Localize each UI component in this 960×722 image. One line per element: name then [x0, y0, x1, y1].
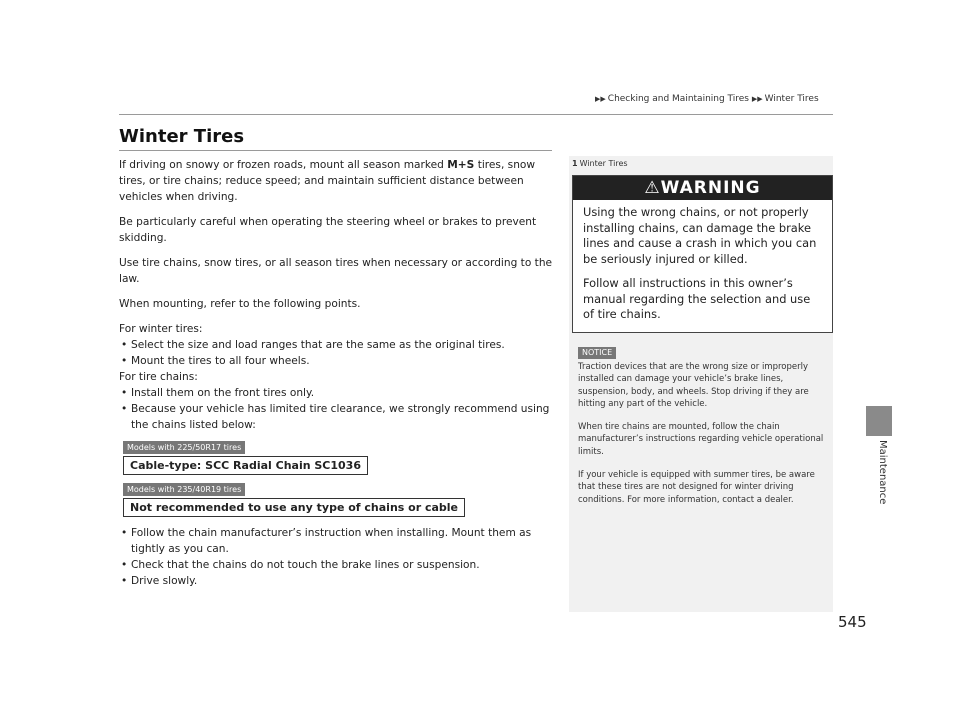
breadcrumb-arrow-icon: ▶▶: [595, 95, 606, 103]
bullet-icon: •: [121, 355, 128, 367]
model-tag-225-50r17: Models with 225/50R17 tires: [123, 441, 245, 454]
chain-spec-box: Not recommended to use any type of chains or cable: [123, 498, 465, 517]
bullet-icon: •: [121, 527, 128, 539]
header-divider: [119, 114, 833, 115]
page-title: Winter Tires: [119, 126, 245, 147]
page-number: 545: [838, 613, 867, 631]
list-item: • Install them on the front tires only.: [121, 387, 315, 399]
warning-text: Using the wrong chains, or not properly installing chains, can damage the brake lines and cause a crash in which you can be seriously injured or killed.: [583, 205, 817, 266]
list-item: • Mount the tires to all four wheels.: [121, 355, 310, 367]
ms-marking: M+S: [447, 159, 475, 171]
tire-chains-label: For tire chains:: [119, 371, 198, 383]
warning-text: Follow all instructions in this owner’s manual regarding the selection and use of tire chains.: [583, 276, 811, 321]
intro-paragraph: If driving on snowy or frozen roads, mount all season marked M+S tires, snow tires, or tire chains; reduce speed; and maintain sufficient distance between vehicles when driving.: [119, 159, 536, 203]
list-item: • Drive slowly.: [121, 575, 198, 587]
section-tab-marker: [866, 406, 892, 436]
reference-number: 1: [572, 159, 578, 168]
warning-box: [572, 175, 833, 333]
list-item: • Because your vehicle has limited tire clearance, we strongly recommend using the chains listed below:: [121, 403, 550, 431]
list-item: • Select the size and load ranges that are the same as the original tires.: [121, 339, 505, 351]
note-paragraph: Traction devices that are the wrong size or improperly installed can damage your vehicle’s brake lines, suspension, body, and wheels. Stop driving if they are hitting any part of the vehicle.: [578, 362, 809, 409]
warning-header: ⚠WARNING: [573, 176, 832, 200]
mounting-paragraph: When mounting, refer to the following points.: [119, 298, 361, 310]
breadcrumb: [595, 94, 819, 104]
chain-spec-box: Cable-type: SCC Radial Chain SC1036: [123, 456, 368, 475]
model-tag-235-40r19: Models with 235/40R19 tires: [123, 483, 245, 496]
breadcrumb-arrow-icon: ▶▶: [751, 95, 763, 103]
notice-badge: NOTICE: [578, 347, 616, 359]
warning-body: [573, 200, 832, 337]
note-paragraph: If your vehicle is equipped with summer tires, be aware that these tires are not designed for winter driving conditions. For more information, contact a dealer.: [578, 470, 815, 505]
note-paragraph: When tire chains are mounted, follow the chain manufacturer’s instructions regarding vehicle operational limits.: [578, 422, 824, 457]
title-divider: [119, 150, 552, 151]
list-item: • Check that the chains do not touch the brake lines or suspension.: [121, 559, 480, 571]
bullet-icon: •: [121, 559, 128, 571]
sidebar-heading: 1 Winter Tires: [572, 159, 628, 168]
breadcrumb-item-tires[interactable]: Checking and Maintaining Tires: [607, 94, 749, 104]
bullet-icon: •: [121, 387, 128, 399]
bullet-icon: •: [121, 575, 128, 587]
skid-paragraph: Be particularly careful when operating the steering wheel or brakes to prevent skidding.: [119, 216, 537, 244]
bullet-icon: •: [121, 403, 128, 415]
section-label: Maintenance: [877, 440, 888, 505]
bullet-icon: •: [121, 339, 128, 351]
winter-tires-label: For winter tires:: [119, 323, 203, 335]
main-content: [119, 157, 557, 589]
breadcrumb-item-winter-tires[interactable]: Winter Tires: [764, 94, 819, 104]
sidebar-notes: [578, 361, 828, 517]
law-paragraph: Use tire chains, snow tires, or all season tires when necessary or according to the law.: [119, 257, 553, 285]
chain-instructions-list: [119, 525, 557, 589]
list-item: • Follow the chain manufacturer’s instruction when installing. Mount them as tightly as you can.: [121, 527, 532, 555]
warning-triangle-icon: ⚠: [644, 178, 661, 198]
